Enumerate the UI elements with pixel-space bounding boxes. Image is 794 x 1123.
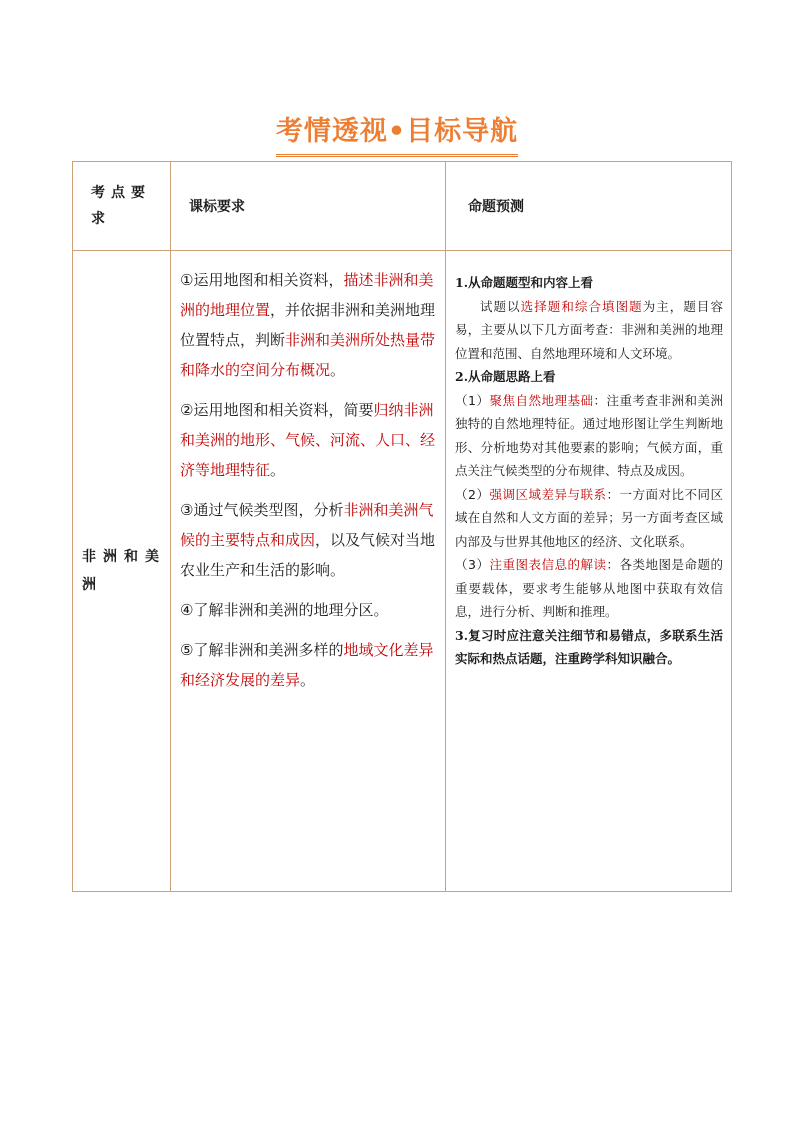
requirement-item	[180, 635, 437, 695]
prediction-heading	[455, 624, 723, 671]
prediction-paragraph	[455, 483, 723, 554]
highlighted-text: 地域文化差异和经济发展的差异	[180, 641, 434, 689]
exam-analysis-table	[72, 161, 732, 892]
topic-cell: 非洲和美洲	[73, 251, 171, 892]
highlighted-text: 归纳非洲和美洲的地形、气候、河流、人口、经济等地理特征	[180, 401, 436, 479]
requirement-item	[180, 395, 437, 485]
header-exam-prediction: 命题预测	[446, 162, 732, 251]
requirement-item	[180, 595, 437, 625]
prediction-paragraph	[455, 553, 723, 624]
curriculum-requirements-cell	[171, 251, 446, 892]
header-exam-points: 考点要求	[73, 162, 171, 251]
text-segment: ⑤了解非洲和美洲多样的	[180, 641, 344, 659]
text-segment: 试题以	[480, 298, 521, 314]
text-segment: 。	[330, 361, 346, 379]
text-segment: ③通过气候类型图，分析	[180, 501, 344, 519]
highlighted-text: 选择题和综合填图题	[520, 298, 643, 314]
text-segment: 3.复习时应注意关注细节和易错点，多联系生活实际和热点话题，注重跨学科知识融合。	[455, 627, 723, 666]
text-segment: 为主，题目容易，主要从以下几方面考查：非洲和美洲的地理位置和范围、自然地理环境和人文环境。	[455, 298, 723, 361]
table-header-row	[73, 162, 732, 251]
text-segment: ：注重考查非洲和美洲独特的自然地理特征。通过地形图让学生判断地形、分析地势对其他要素的影响；气候方面，重点关注气候类型的分布规律、特点及成因。	[455, 392, 723, 478]
prediction-heading	[455, 271, 723, 295]
page-title-text: 考情透视•目标导航	[276, 112, 518, 157]
highlighted-text: 注重图表信息的解读	[489, 557, 607, 572]
text-segment: 2.从命题思路上看	[455, 369, 556, 384]
text-segment: （3）	[455, 557, 490, 572]
prediction-heading	[455, 365, 723, 389]
text-segment: ，以及气候对当地农业生产和生活的影响。	[180, 531, 436, 579]
highlighted-text: 描述非洲和美洲的地理位置	[180, 271, 434, 319]
text-segment: ④了解非洲和美洲的地理分区。	[180, 601, 389, 619]
page-title	[0, 112, 794, 157]
prediction-paragraph	[455, 295, 723, 366]
text-segment: ②运用地图和相关资料，简要	[180, 401, 374, 419]
highlighted-text: 强调区域差异与联系	[489, 486, 607, 502]
requirement-item	[180, 265, 437, 385]
text-segment: ①运用地图和相关资料，	[180, 271, 344, 289]
header-curriculum-requirements: 课标要求	[171, 162, 446, 251]
text-segment: ：一方面对比不同区域在自然和人文方面的差异；另一方面考查区域内部及与世界其他地区的经济、文化联系。	[455, 486, 723, 549]
text-segment: ，并依据非洲和美洲地理位置特点，判断	[180, 301, 436, 349]
requirement-item	[180, 495, 437, 585]
exam-prediction-cell	[446, 251, 732, 892]
highlighted-text: 非洲和美洲所处热量带和降水的空间分布概况	[180, 331, 436, 379]
text-segment: （2）	[455, 486, 490, 502]
text-segment: （1）	[455, 392, 490, 408]
text-segment: 。	[300, 671, 316, 689]
table-row	[73, 251, 732, 892]
text-segment: 1.从命题题型和内容上看	[455, 275, 594, 290]
text-segment: 。	[270, 461, 286, 479]
highlighted-text: 聚焦自然地理基础	[489, 392, 594, 408]
text-segment: ：各类地图是命题的重要载体，要求考生能够从地图中获取有效信息，进行分析、判断和推理。	[455, 557, 723, 619]
prediction-paragraph	[455, 389, 723, 483]
highlighted-text: 非洲和美洲气候的主要特点和成因	[180, 501, 434, 549]
